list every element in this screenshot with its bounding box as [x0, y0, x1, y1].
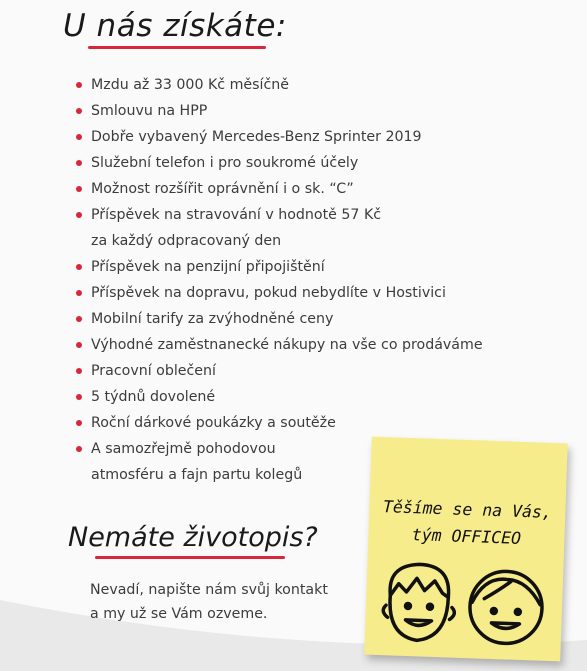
benefit-text: Příspěvek na dopravu, pokud nebydlíte v Hostivici — [91, 285, 446, 301]
bullet-icon — [76, 316, 82, 322]
benefit-text: Mzdu až 33 000 Kč měsíčně — [91, 77, 290, 93]
benefit-text: Mobilní tarify za zvýhodněné ceny — [91, 311, 334, 327]
benefit-text: Příspěvek na stravování v hodnotě 57 Kč — [91, 207, 382, 223]
bullet-icon — [76, 134, 82, 140]
benefit-text: Služební telefon i pro soukromé účely — [91, 155, 359, 171]
benefit-item — [76, 72, 556, 98]
benefit-item — [76, 176, 556, 202]
benefit-item — [76, 98, 556, 124]
faces-drawing — [374, 555, 557, 661]
bullet-icon — [76, 420, 82, 426]
sticky-note-text — [368, 493, 566, 554]
benefit-text: 5 týdnů dovolené — [91, 389, 216, 405]
bullet-icon — [76, 290, 82, 296]
benefit-item — [76, 202, 556, 254]
bullet-icon — [76, 342, 82, 348]
girl-face-icon — [469, 570, 543, 644]
bullet-icon — [76, 82, 82, 88]
bullet-icon — [76, 108, 82, 114]
benefit-item — [76, 410, 556, 436]
benefit-item — [76, 280, 556, 306]
benefit-text: Smlouvu na HPP — [91, 103, 208, 119]
benefit-text: A samozřejmě pohodovou — [91, 441, 276, 457]
sticky-note-line: tým OFFICEO — [411, 525, 522, 548]
benefit-item — [76, 306, 556, 332]
benefit-item — [76, 150, 556, 176]
benefit-text: za každý odpracovaný den — [91, 233, 282, 249]
page-title: U nás získáte: — [63, 8, 287, 44]
benefit-text: Roční dárkové poukázky a soutěže — [91, 415, 336, 431]
benefits-list — [76, 72, 556, 488]
benefit-item — [76, 332, 556, 358]
cv-note-line: Nevadí, napište nám svůj kontakt — [90, 582, 328, 598]
bullet-icon — [76, 394, 82, 400]
benefit-item — [76, 358, 556, 384]
cv-note — [90, 578, 328, 626]
cv-note-line: a my už se Vám ozveme. — [90, 606, 268, 622]
benefit-item — [76, 384, 556, 410]
title-underline — [88, 46, 266, 49]
bullet-icon — [76, 264, 82, 270]
benefit-text: Příspěvek na penzijní připojištění — [91, 259, 325, 275]
bullet-icon — [76, 368, 82, 374]
benefit-text: Pracovní oblečení — [91, 363, 216, 379]
sticky-note — [364, 437, 567, 662]
benefit-item — [76, 254, 556, 280]
bullet-icon — [76, 160, 82, 166]
benefit-text: Výhodné zaměstnanecké nákupy na vše co prodáváme — [91, 337, 483, 353]
benefit-text: Možnost rozšířit oprávnění i o sk. “C” — [91, 181, 354, 197]
benefit-text: Dobře vybavený Mercedes-Benz Sprinter 2019 — [91, 129, 422, 145]
boy-face-icon — [382, 563, 456, 641]
benefit-item — [76, 124, 556, 150]
cv-heading-underline — [95, 556, 285, 559]
cv-heading: Nemáte životopis? — [68, 522, 318, 553]
benefit-text: atmosféru a fajn partu kolegů — [91, 467, 303, 483]
bullet-icon — [76, 446, 82, 452]
bullet-icon — [76, 186, 82, 192]
bullet-icon — [76, 212, 82, 218]
sticky-note-line: Těšíme se na Vás, — [382, 497, 553, 522]
